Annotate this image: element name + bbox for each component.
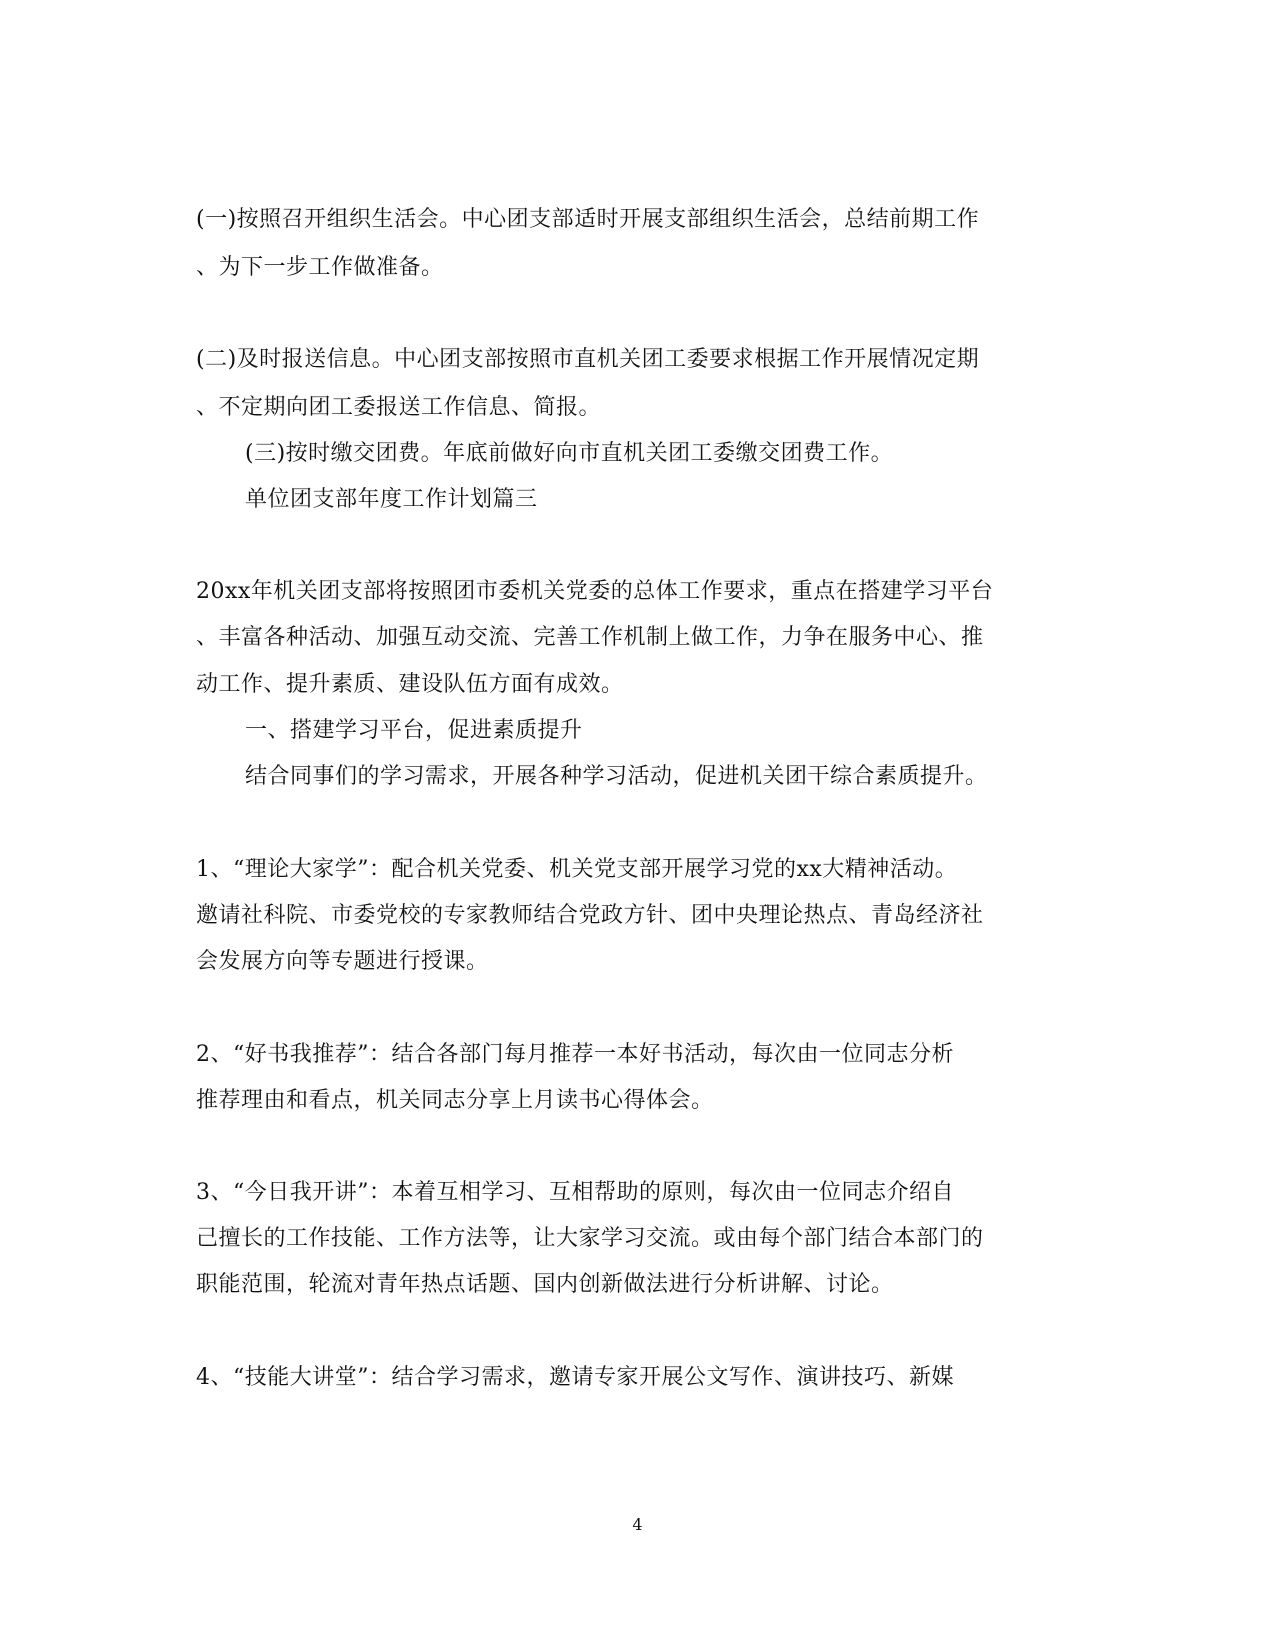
- subsection-heading: 一、搭建学习平台，促进素质提升: [245, 718, 583, 743]
- paragraph-line: 、不定期向团工委报送工作信息、简报。: [196, 395, 602, 420]
- paragraph-line: (三)按时缴交团费。年底前做好向市直机关团工委缴交团费工作。: [245, 441, 894, 466]
- page-number: 4: [632, 1515, 643, 1534]
- paragraph-line: 会发展方向等专题进行授课。: [196, 949, 489, 974]
- paragraph-line: 20xx年机关团支部将按照团市委机关党委的总体工作要求，重点在搭建学习平台: [196, 579, 994, 604]
- section-heading: 单位团支部年度工作计划篇三: [245, 487, 538, 512]
- paragraph-line: 邀请社科院、市委党校的专家教师结合党政方针、团中央理论热点、青岛经济社: [196, 903, 984, 928]
- paragraph-line: 己擅长的工作技能、工作方法等，让大家学习交流。或由每个部门结合本部门的: [196, 1226, 984, 1251]
- paragraph-line: 职能范围，轮流对青年热点话题、国内创新做法进行分析讲解、讨论。: [196, 1272, 894, 1297]
- paragraph-line: 1、“理论大家学”：配合机关党委、机关党支部开展学习党的xx大精神活动。: [196, 857, 958, 882]
- paragraph-line: 3、“今日我开讲”：本着互相学习、互相帮助的原则，每次由一位同志介绍自: [196, 1180, 954, 1205]
- paragraph-line: 、为下一步工作做准备。: [196, 255, 444, 280]
- paragraph-line: 推荐理由和看点，机关同志分享上月读书心得体会。: [196, 1088, 714, 1113]
- paragraph-line: 4、“技能大讲堂”：结合学习需求，邀请专家开展公文写作、演讲技巧、新媒: [196, 1365, 954, 1390]
- paragraph-line: (一)按照召开组织生活会。中心团支部适时开展支部组织生活会，总结前期工作: [196, 207, 980, 232]
- paragraph-line: 动工作、提升素质、建设队伍方面有成效。: [196, 672, 624, 697]
- paragraph-line: 、丰富各种活动、加强互动交流、完善工作机制上做工作，力争在服务中心、推: [196, 625, 984, 650]
- paragraph-line: 2、“好书我推荐”：结合各部门每月推荐一本好书活动，每次由一位同志分析: [196, 1042, 954, 1067]
- paragraph-line: 结合同事们的学习需求，开展各种学习活动，促进机关团干综合素质提升。: [245, 764, 988, 789]
- paragraph-line: (二)及时报送信息。中心团支部按照市直机关团工委要求根据工作开展情况定期: [196, 347, 980, 372]
